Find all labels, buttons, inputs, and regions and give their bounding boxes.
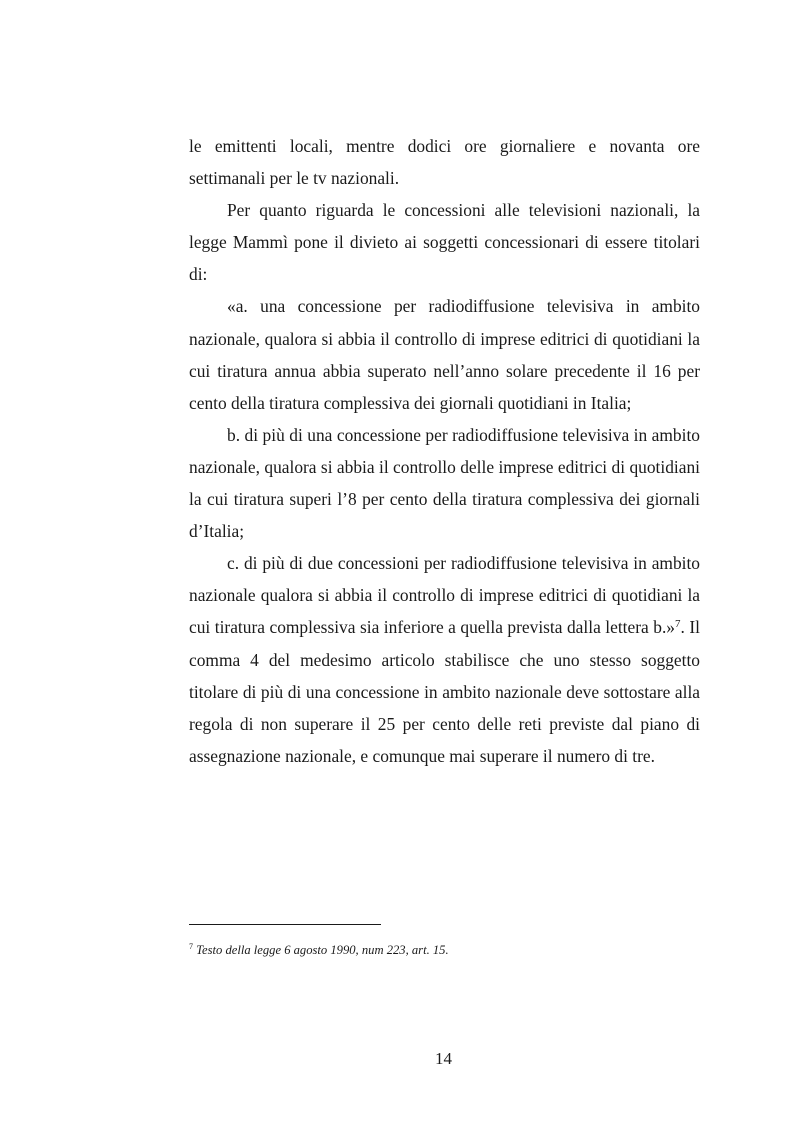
- footnote-marker: 7: [189, 942, 193, 951]
- paragraph-2: Per quanto riguarda le concessioni alle televisioni nazionali, la legge Mammì pone il divieto ai soggetti concessionari di essere titolari di:: [189, 200, 700, 285]
- page-body: [189, 130, 700, 772]
- footnote-text: Testo della legge 6 agosto 1990, num 223, art. 15.: [196, 943, 449, 957]
- footnote-separator: [189, 924, 381, 925]
- footnote: [189, 942, 700, 958]
- quote-item-b: b. di più di una concessione per radiodiffusione televisiva in ambito nazionale, qualora si abbia il controllo delle imprese editrici di quotidiani la cui tiratura superi l’8 per cento della tiratura complessiva dei giornali d’Italia;: [189, 424, 700, 542]
- quote-item-c-text: c. di più di due concessioni per radiodiffusione televisiva in ambito nazionale qualora si abbia il controllo di imprese editrici di quotidiani la cui tiratura complessiva sia inferiore a quella prevista dalla lettera b.»: [189, 553, 700, 638]
- quote-item-a: «a. una concessione per radiodiffusione televisiva in ambito nazionale, qualora si abbia il controllo di imprese editrici di quotidiani la cui tiratura annua abbia superato nell’anno solare precedente il 16 per cento della tiratura complessiva dei giornali quotidiani in Italia;: [189, 296, 700, 413]
- footnote-reference[interactable]: 7: [675, 618, 681, 631]
- page-number: 14: [435, 1049, 452, 1068]
- quote-item-c: [189, 547, 700, 772]
- paragraph-continuation: . Il comma 4 del medesimo articolo stabilisce che uno stesso soggetto titolare di più di una concessione in ambito nazionale deve sottostare alla regola di non superare il 25 per cento delle reti previste dal piano di assegnazione nazionale, e comunque mai superare il numero di tre.: [189, 617, 700, 766]
- paragraph-1: le emittenti locali, mentre dodici ore giornaliere e novanta ore settimanali per le tv nazionali.: [189, 136, 700, 189]
